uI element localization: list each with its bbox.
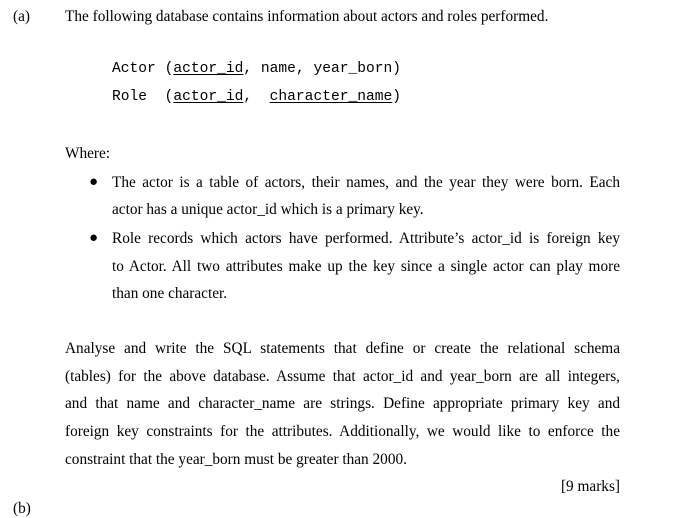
marks: [9 marks] — [560, 478, 620, 495]
schema-role — [112, 89, 401, 105]
schema-sep: , — [243, 61, 261, 77]
schema-actor-attr: name — [260, 61, 296, 77]
schema-role-open: ( — [164, 89, 174, 105]
schema-actor-close: ) — [392, 61, 402, 77]
schema-actor-attr: year_born — [313, 61, 393, 77]
bullet-dot-icon: ● — [89, 230, 99, 246]
instruction-line: constraint that the year_born must be greater than 2000. — [65, 451, 407, 468]
instruction-line: Analyse and write the SQL statements that define or create the relational schema — [65, 340, 620, 357]
schema-role-attr-pk: actor_id — [173, 89, 244, 105]
next-question-label: (b) — [13, 500, 31, 517]
bullet-line: than one character. — [112, 285, 228, 302]
bullet-line: The actor is a table of actors, their names, and the year they were born. Each — [112, 174, 620, 191]
instruction-line: foreign key constraints for the attributes. Additionally, we would like to enforce the — [65, 423, 620, 440]
question-label: (a) — [13, 8, 30, 25]
instruction-line: and that name and character_name are strings. Define appropriate primary key and — [65, 395, 620, 412]
schema-actor-table: Actor — [112, 61, 156, 77]
bullet-dot-icon: ● — [89, 174, 99, 190]
schema-role-close: ) — [392, 89, 402, 105]
schema-actor-open: ( — [164, 61, 174, 77]
bullet-line: actor has a unique actor_id which is a primary key. — [112, 201, 424, 218]
bullet-line: Role records which actors have performed. Attribute’s actor_id is foreign key — [112, 230, 620, 247]
schema-role-table: Role — [112, 89, 148, 105]
instruction-line: (tables) for the above database. Assume that actor_id and year_born are all integers, — [65, 368, 620, 385]
schema-actor-attr-pk: actor_id — [173, 61, 244, 77]
schema-sep: , — [295, 61, 314, 77]
schema-role-attr-pk: character_name — [269, 89, 393, 105]
where-label: Where: — [65, 145, 111, 162]
question-intro: The following database contains information about actors and roles performed. — [65, 8, 549, 25]
schema-actor — [112, 61, 401, 77]
bullet-line: to Actor. All two attributes make up the key since a single actor can play more — [112, 258, 620, 275]
schema-sep: , — [243, 89, 261, 105]
